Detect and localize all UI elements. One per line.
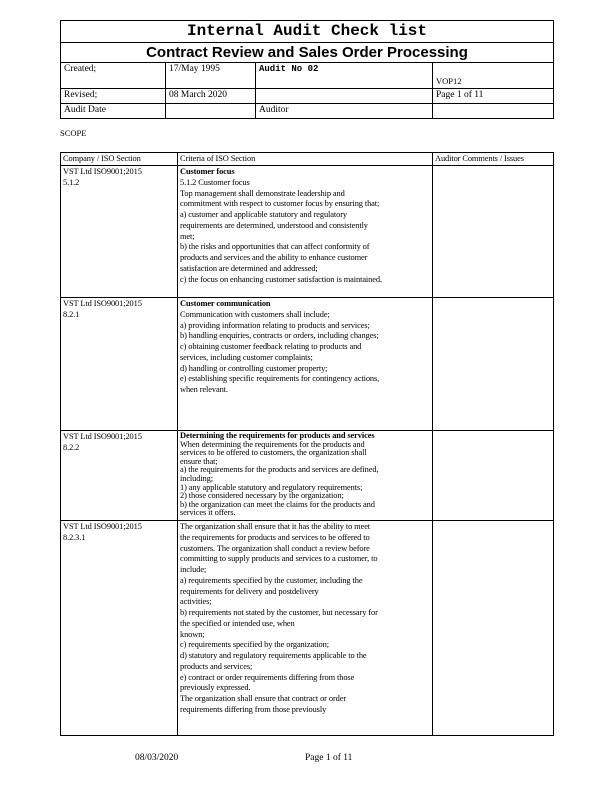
criteria-line: b) the organization can meet the claims for the products and	[180, 500, 375, 509]
criteria-heading: Customer focus	[180, 167, 235, 176]
criteria-line: The organization shall ensure that contract or order	[180, 694, 347, 703]
criteria-line: d) handling or controlling customer property;	[180, 363, 328, 373]
criteria-line: c) requirements specified by the organization;	[180, 640, 329, 650]
column-header-criteria: Criteria of ISO Section	[177, 152, 433, 166]
criteria-line: services to be offered to customers, the organization shall	[180, 449, 367, 458]
criteria-line: the specified or intended use, when	[180, 618, 295, 628]
criteria-line: previously expressed.	[180, 683, 251, 693]
table-row-criteria-cell	[177, 430, 433, 521]
criteria-line: a) requirements specified by the customer, including the	[180, 575, 363, 585]
criteria-line: c) obtaining customer feedback relating to products and	[180, 342, 362, 351]
auditor-comments-cell[interactable]	[432, 297, 554, 431]
criteria-line: requirements are determined, understood and consistently	[180, 220, 368, 230]
table-row-criteria-cell	[177, 297, 433, 431]
criteria-line: include;	[180, 565, 207, 574]
table-row-criteria-cell	[177, 520, 433, 736]
criteria-line: the requirements for products and services to be offered to	[180, 532, 370, 542]
footer-date: 08/03/2020	[135, 753, 179, 763]
criteria-heading: Customer communication	[180, 299, 271, 308]
criteria-line: c) the focus on enhancing customer satisfaction is maintained.	[180, 274, 382, 284]
revised-value: 08 March 2020	[165, 88, 256, 104]
criteria-line: d) statutory and regulatory requirements applicable to the	[180, 651, 367, 660]
criteria-heading: Determining the requirements for products and services	[180, 432, 375, 440]
criteria-line: The organization shall ensure that it has the ability to meet	[180, 522, 371, 531]
criteria-line: committing to supply products and services to a customer, to	[180, 554, 378, 564]
criteria-line: e) contract or order requirements differing from those	[180, 672, 355, 682]
criteria-line: satisfaction are determined and addressed;	[180, 263, 318, 273]
page-indicator: Page 1 of 11	[432, 88, 554, 104]
company-company: VST Ltd ISO9001;2015	[63, 299, 142, 308]
criteria-line: requirements for delivery and postdelivery	[180, 586, 319, 596]
created-value: 17/May 1995	[165, 62, 256, 89]
auditor-comments-cell[interactable]	[432, 520, 554, 736]
scope-label: SCOPE	[60, 128, 87, 138]
criteria-line: a) providing information relating to products and services;	[180, 320, 370, 330]
revised-label: Revised;	[60, 88, 166, 104]
audit-date-value[interactable]	[165, 103, 256, 119]
footer-page: Page 1 of 11	[305, 753, 353, 763]
table-row-company-cell	[60, 165, 178, 298]
auditor-comments-cell[interactable]	[432, 430, 554, 521]
criteria-line: a) the requirements for the products and services are defined,	[180, 466, 379, 475]
company-company: VST Ltd ISO9001;2015	[63, 432, 142, 441]
criteria-line: services it offers.	[180, 509, 236, 518]
table-row-company-cell	[60, 297, 178, 431]
criteria-line: products and services;	[180, 661, 253, 671]
criteria-line: met;	[180, 231, 195, 241]
criteria-line: known;	[180, 629, 205, 639]
company-company: VST Ltd ISO9001;2015	[63, 167, 142, 176]
criteria-line: e) establishing specific requirements for contingency actions,	[180, 374, 380, 384]
created-label: Created;	[60, 62, 166, 89]
document-title: Internal Audit Check list	[60, 20, 554, 43]
criteria-line: Communication with customers shall include;	[180, 309, 330, 319]
auditor-label: Auditor	[255, 103, 433, 119]
criteria-line: 5.1.2 Customer focus	[180, 177, 250, 187]
table-row-company-cell	[60, 520, 178, 736]
criteria-line: customers. The organization shall conduct a review before	[180, 543, 370, 553]
criteria-line: b) requirements not stated by the customer, but necessary for	[180, 608, 378, 617]
column-header-comments: Auditor Comments / Issues	[432, 152, 554, 166]
auditor-comments-cell[interactable]	[432, 165, 554, 298]
audit-date-label: Audit Date	[60, 103, 166, 119]
criteria-line: ensure that;	[180, 457, 218, 466]
document-subtitle: Contract Review and Sales Order Processing	[60, 42, 554, 63]
criteria-line: Top management shall demonstrate leadership and	[180, 188, 345, 198]
audit-number: Audit No 02	[255, 62, 433, 89]
criteria-line: services, including customer complaints;	[180, 352, 313, 362]
version-code: VOP12	[432, 62, 554, 89]
column-header-company: Company / ISO Section	[60, 152, 178, 166]
criteria-line: products and services and the ability to enhance customer	[180, 253, 368, 262]
criteria-line: including;	[180, 474, 213, 483]
criteria-line: When determining the requirements for the products and	[180, 440, 365, 449]
criteria-line: b) the risks and opportunities that can affect conformity of	[180, 242, 370, 252]
criteria-line: requirements differing from those previously	[180, 704, 327, 714]
table-row-company-cell	[60, 430, 178, 521]
company-company: VST Ltd ISO9001;2015	[63, 522, 142, 531]
criteria-line: 2) those considered necessary by the organization;	[180, 492, 344, 501]
auditor-value[interactable]	[432, 103, 554, 119]
company-section: 8.2.1	[63, 309, 80, 319]
revised-blank	[255, 88, 433, 104]
criteria-line: activities;	[180, 597, 212, 607]
criteria-line: b) handling enquiries, contracts or orders, including changes;	[180, 331, 379, 341]
company-section: 8.2.2	[63, 442, 80, 452]
criteria-line: a) customer and applicable statutory and regulatory	[180, 210, 347, 219]
criteria-line: commitment with respect to customer focus by ensuring that;	[180, 199, 380, 209]
table-row-criteria-cell	[177, 165, 433, 298]
company-section: 8.2.3.1	[63, 532, 86, 542]
company-section: 5.1.2	[63, 177, 80, 187]
criteria-line: when relevant.	[180, 385, 228, 394]
criteria-line: 1) any applicable statutory and regulatory requirements;	[180, 483, 363, 492]
